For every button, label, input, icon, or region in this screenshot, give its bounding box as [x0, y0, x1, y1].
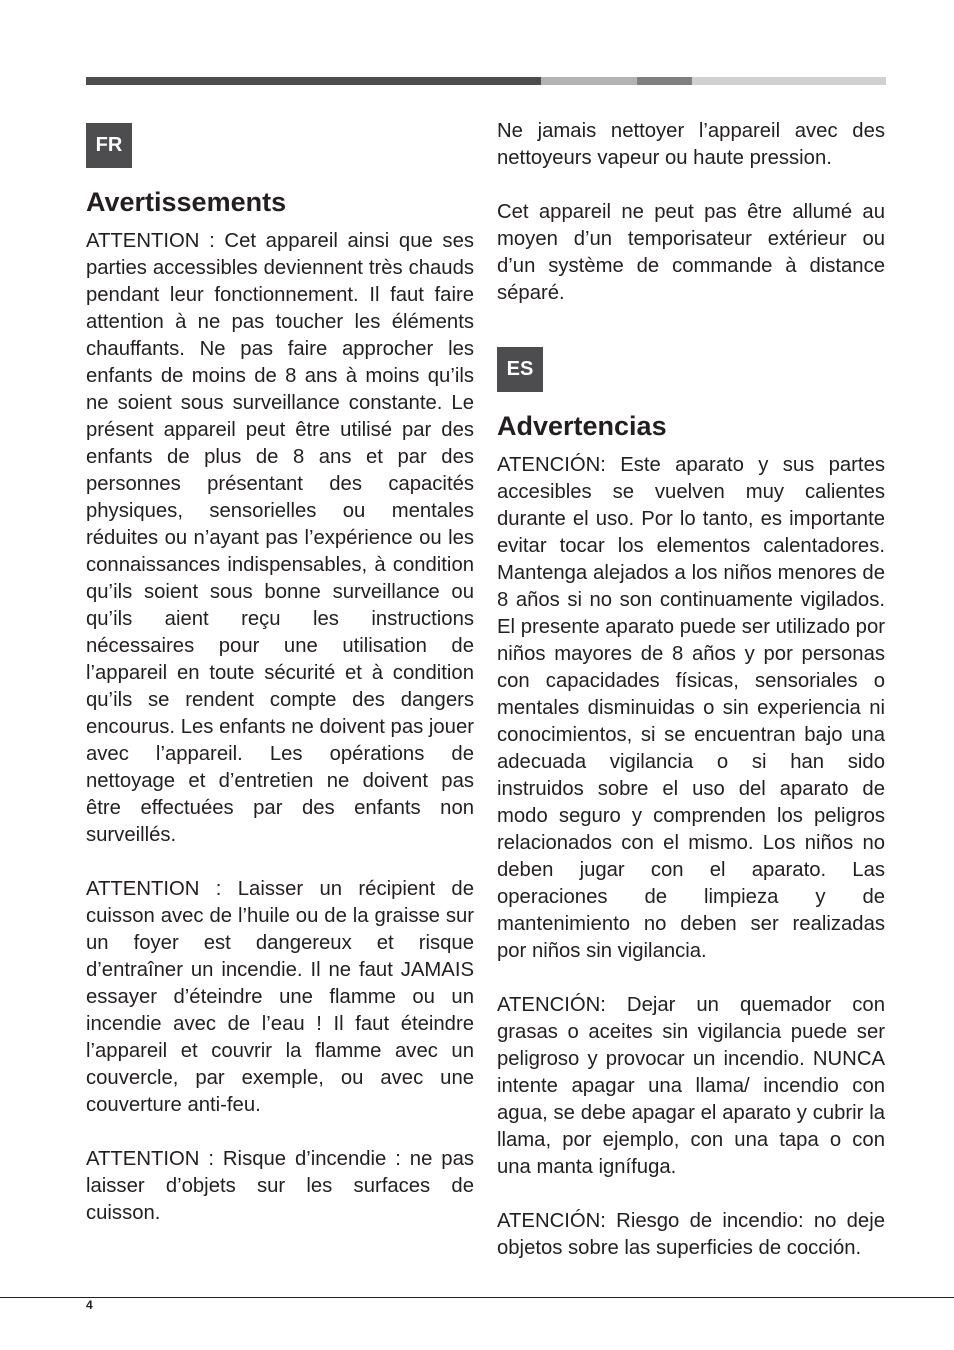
left-column — [86, 118, 474, 1254]
section-title-fr: Avertissements — [86, 187, 287, 217]
right-column — [497, 118, 885, 1289]
footer-rule — [0, 1297, 954, 1298]
fr-paragraph-5: Cet appareil ne peut pas être allumé au moyen d’un temporisateur extérieur ou d’un système de commande à distance séparé. — [497, 201, 885, 304]
fr-paragraph-2: ATTENTION : Laisser un récipient de cuisson avec de l’huile ou de la graisse sur un foyer est dangereux et risque d’entraîner un incendie. Il ne faut JAMAIS essayer d’éteindre une flamme ou un incendie avec de l’eau ! Il faut éteindre l’appareil et couvrir la flamme avec un couvercle, par exemple, ou avec une couverture anti-feu. — [86, 878, 474, 1116]
fr-paragraph-3: ATTENTION : Risque d’incendie : ne pas laisser d’objets sur les surfaces de cuisson. — [86, 1148, 474, 1224]
section-title-es: Advertencias — [497, 411, 667, 441]
language-badge-fr: FR — [86, 123, 132, 168]
page-number: 4 — [86, 1298, 93, 1312]
fr-paragraph-4: Ne jamais nettoyer l’appareil avec des nettoyeurs vapeur ou haute pression. — [497, 120, 885, 169]
fr-paragraph-1: ATTENTION : Cet appareil ainsi que ses parties accessibles deviennent très chauds pendant leur fonctionnement. Il faut faire attention à ne pas toucher les éléments chauffants. Ne pas faire approcher les enfants de moins de 8 ans à moins qu’ils ne soient sous surveillance constante. Le présent appareil peut être utilisé par des enfants de plus de 8 ans et par des personnes présentant des capacités physiques, sensorielles ou mentales réduites ou n’ayant pas l’expérience ou les connaissances indispensables, à condition qu’ils soient sous bonne surveillance ou qu’ils aient reçu les instructions nécessaires pour une utilisation de l’appareil en toute sécurité et à condition qu’ils se rendent compte des dangers encourus. Les enfants ne doivent pas jouer avec l’appareil. Les opérations de nettoyage et d’entretien ne doivent pas être effectuées par des enfants non surveillés. — [86, 230, 474, 846]
language-badge-es: ES — [497, 347, 543, 392]
header-bar-segment-light — [541, 77, 637, 85]
header-bar-segment-mid — [637, 77, 692, 85]
header-bar-segment-pale — [692, 77, 886, 85]
header-color-bar — [86, 77, 886, 85]
es-paragraph-2: ATENCIÓN: Dejar un quemador con grasas o aceites sin vigilancia puede ser peligroso y provocar un incendio. NUNCA intente apagar una llama/ incendio con agua, se debe apagar el aparato y cubrir la llama, por ejemplo, con una tapa o con una manta ignífuga. — [497, 994, 885, 1178]
es-paragraph-1: ATENCIÓN: Este aparato y sus partes accesibles se vuelven muy calientes durante el uso. Por lo tanto, es importante evitar tocar los elementos calentadores. Mantenga alejados a los niños menores de 8 años si no son continuamente vigilados. El presente aparato puede ser utilizado por niños mayores de 8 años y por personas con capacidades físicas, sensoriales o mentales disminuidas o sin experiencia ni conocimientos, si se encuentran bajo una adecuada vigilancia o si han sido instruidos sobre el uso del aparato de modo seguro y comprenden los peligros relacionados con el mismo. Los niños no deben jugar con el aparato. Las operaciones de limpieza y de mantenimiento no deben ser realizadas por niños sin vigilancia. — [497, 454, 885, 962]
es-paragraph-3: ATENCIÓN: Riesgo de incendio: no deje objetos sobre las superficies de cocción. — [497, 1210, 885, 1259]
header-bar-segment-dark — [86, 77, 541, 85]
